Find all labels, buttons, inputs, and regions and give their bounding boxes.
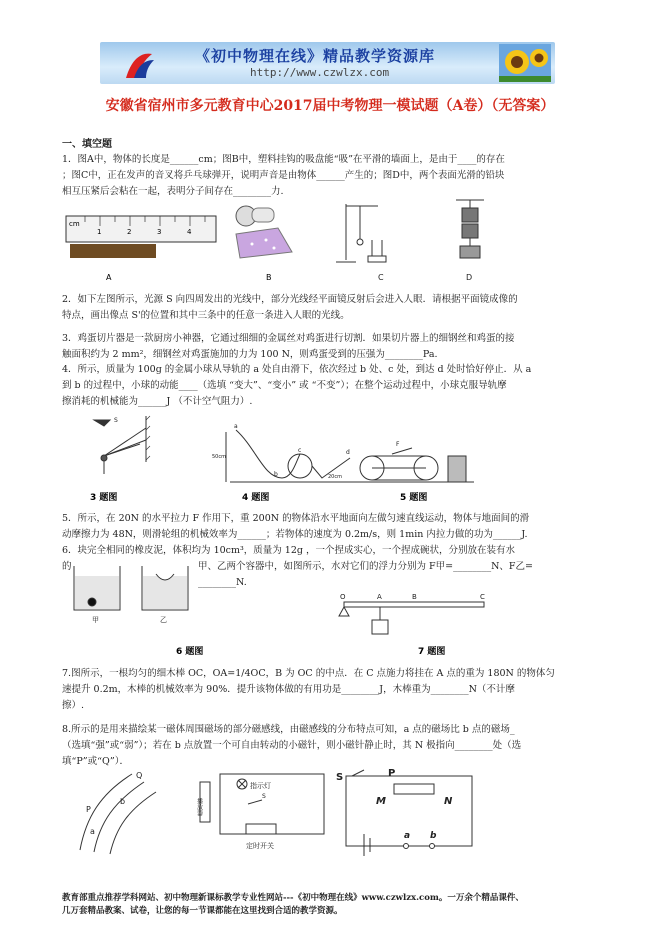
q4-line2: 到 b 的过程中，小球的动能____（选填 “变大”、“变小” 或 “不变”）；在整个运动过程中，小球克服导轨摩 xyxy=(62,380,507,391)
field-b: b xyxy=(120,797,126,806)
track-a: a xyxy=(234,423,238,430)
suction-hook-figure xyxy=(236,206,292,282)
vessels-figure xyxy=(74,566,188,624)
q3-line1: 3．鸡蛋切片器是一款厨房小神器，它通过细细的金属丝对鸡蛋进行切割．如果切片器上的细钢丝和鸡蛋的接 xyxy=(62,333,515,344)
circ2-n: N xyxy=(444,796,453,807)
lamp-label: 指示灯 xyxy=(250,782,271,790)
vessel-jia: 甲 xyxy=(92,616,99,624)
field-p: P xyxy=(86,805,91,814)
fig-label-b: B xyxy=(266,273,272,282)
q2-line1: 2．如下左图所示，光源 S 向四周发出的光线中，部分光线经平面镜反射后会进入人眼．请根据平面镜成像的 xyxy=(62,294,518,305)
lever-b: B xyxy=(412,593,417,601)
tuning-fork-figure xyxy=(336,204,386,282)
lever-o: O xyxy=(340,593,346,601)
q1-line2: ；图C中，正在发声的音叉将乒乓球弹开，说明声音是由物体______产生的；图D中，两个表面光滑的铅块 xyxy=(62,170,505,181)
q4-line1: 4．所示，质量为 100g 的金属小球从导轨的 a 处自由滑下，依次经过 b 处、c 处，到达 d 处时恰好停止．从 a xyxy=(62,364,532,375)
q8-line2: （选填“强”或“弱”）；若在 b 点放置一个可自由转动的小磁针，则小磁针静止时，其 N 极指向________处（选 xyxy=(62,740,522,751)
caption-q6: 6 题图 xyxy=(176,647,204,657)
field-lines-figure xyxy=(80,771,156,854)
caption-q4: 4 题图 xyxy=(242,493,270,503)
q3-q5-figures xyxy=(60,408,600,503)
fig-label-a: A xyxy=(106,273,112,282)
switch-s-label: S xyxy=(262,793,266,800)
fig-label-c: C xyxy=(378,273,384,282)
timer-circuit-figure xyxy=(196,774,325,850)
footer xyxy=(62,892,524,918)
timer-label: 定时开关 xyxy=(246,842,274,850)
ruler-unit: cm xyxy=(69,220,80,228)
fig-label-d: D xyxy=(466,273,473,282)
circ2-a: a xyxy=(404,831,411,841)
ruler-tick-1: 1 xyxy=(97,228,102,236)
circ2-p: P xyxy=(388,768,396,779)
track-d: d xyxy=(346,449,350,456)
q6-line3: ________N. xyxy=(198,577,247,588)
track-figure xyxy=(212,423,350,482)
caption-q7: 7 题图 xyxy=(418,647,446,657)
player-label: 播放器 xyxy=(195,798,203,816)
footer-line1: 教育部重点推荐学科网站、初中物理新课标教学专业性网站---《初中物理在线》www.czwlzx.com。一万余个精品课件、 xyxy=(62,893,524,903)
q6-line2b: 甲、乙两个容器中，如图所示，水对它们的浮力分别为 F甲=________N、F乙= xyxy=(198,561,533,572)
height-50-label: 50cm xyxy=(212,454,226,460)
q8-line3: 填“P”或“Q”）． xyxy=(62,756,130,767)
sunflower-icon xyxy=(499,44,551,82)
q3-line2: 触面积约为 2 mm²，细钢丝对鸡蛋施加的力为 100 N，则鸡蛋受到的压强为________Pa. xyxy=(62,349,438,360)
circ2-s: S xyxy=(336,772,344,783)
section-heading: 一、填空题 xyxy=(62,139,112,150)
banner-url[interactable]: http://www.czwlzx.com xyxy=(250,66,390,79)
q8-figures xyxy=(60,768,580,860)
field-q: Q xyxy=(136,771,143,780)
q7-line2: 速提升 0.2m，木棒的机械效率为 90%．提升该物体做的有用功是________J，木棒重为________N（不计摩 xyxy=(62,684,515,695)
lead-blocks-figure xyxy=(456,200,484,282)
force-f-label: F xyxy=(396,441,400,448)
lever-figure xyxy=(339,593,485,634)
ruler-tick-3: 3 xyxy=(157,228,162,236)
q5-line2: 动摩擦力为 48N，则滑轮组的机械效率为______；若物体的速度为 0.2m/s，则 1min 内拉力做的功为______J. xyxy=(62,529,528,540)
q1-line3: 相互压紧后会粘在一起，表明分子间存在________力. xyxy=(62,186,284,197)
caption-q5: 5 题图 xyxy=(400,493,428,503)
site-banner xyxy=(100,42,555,84)
site-logo-icon xyxy=(122,48,156,82)
footer-line2: 几万套精品教案、试卷，让您的每一节课都能在这里找到合适的教学资源。 xyxy=(62,906,343,916)
lever-a: A xyxy=(377,593,382,601)
q6-line2a: 的 xyxy=(62,561,72,572)
document-title: 安徽省宿州市多元教育中心2017届中考物理一模试题（A卷）（无答案） xyxy=(105,98,555,114)
lever-c: C xyxy=(480,593,485,601)
q7-line1: 7.图所示，一根均匀的细木棒 OC，OA=1/4OC，B 为 OC 的中点．在 C 点施力将挂在 A 点的重为 180N 的物体匀 xyxy=(62,668,555,679)
banner-title: 《初中物理在线》精品教学资源库 xyxy=(195,47,436,65)
source-s-label: S xyxy=(114,417,118,424)
ruler-tick-2: 2 xyxy=(127,228,132,236)
q2-line2: 特点，画出像点 S'的位置和其中三条中的任意一条进入人眼的光线。 xyxy=(62,310,350,321)
mirror-figure xyxy=(94,416,150,474)
rheostat-circuit-figure xyxy=(336,768,472,856)
vessel-yi: 乙 xyxy=(160,616,167,624)
q8-line1: 8.所示的是用来描绘某一磁体周围磁场的部分磁感线，由磁感线的分布特点可知，a 点的磁场比 b 点的磁场_ xyxy=(62,724,515,735)
q5-line1: 5．所示，在 20N 的水平拉力 F 作用下，重 200N 的物体沿水平地面向左做匀速直线运动，物体与地面间的滑 xyxy=(62,513,530,524)
circ2-b: b xyxy=(430,831,437,841)
q6-line1: 6．块完全相同的橡皮泥，体积均为 10cm³，质量为 12g ，一个捏成实心，一个捏成碗状，分别放在装有水 xyxy=(62,545,516,556)
pulley-figure xyxy=(346,441,474,482)
q4-line3: 擦消耗的机械能为______J （不计空气阻力）. xyxy=(62,396,253,407)
ruler-figure xyxy=(66,216,216,282)
track-c: c xyxy=(298,447,302,454)
height-20-label: 20cm xyxy=(328,474,342,480)
q6-q7-figures xyxy=(60,558,600,658)
field-a: a xyxy=(90,827,95,836)
ruler-tick-4: 4 xyxy=(187,228,192,236)
q1-line1: 1．图A中，物体的长度是______cm；图B中，塑料挂钩的吸盘能“吸”在平滑的墙面上，是由于____的存在 xyxy=(62,154,505,165)
q7-line3: 擦）. xyxy=(62,700,85,711)
circ2-m: M xyxy=(376,796,386,807)
caption-q3: 3 题图 xyxy=(90,493,118,503)
track-b: b xyxy=(274,471,278,478)
q1-figures xyxy=(60,196,600,288)
